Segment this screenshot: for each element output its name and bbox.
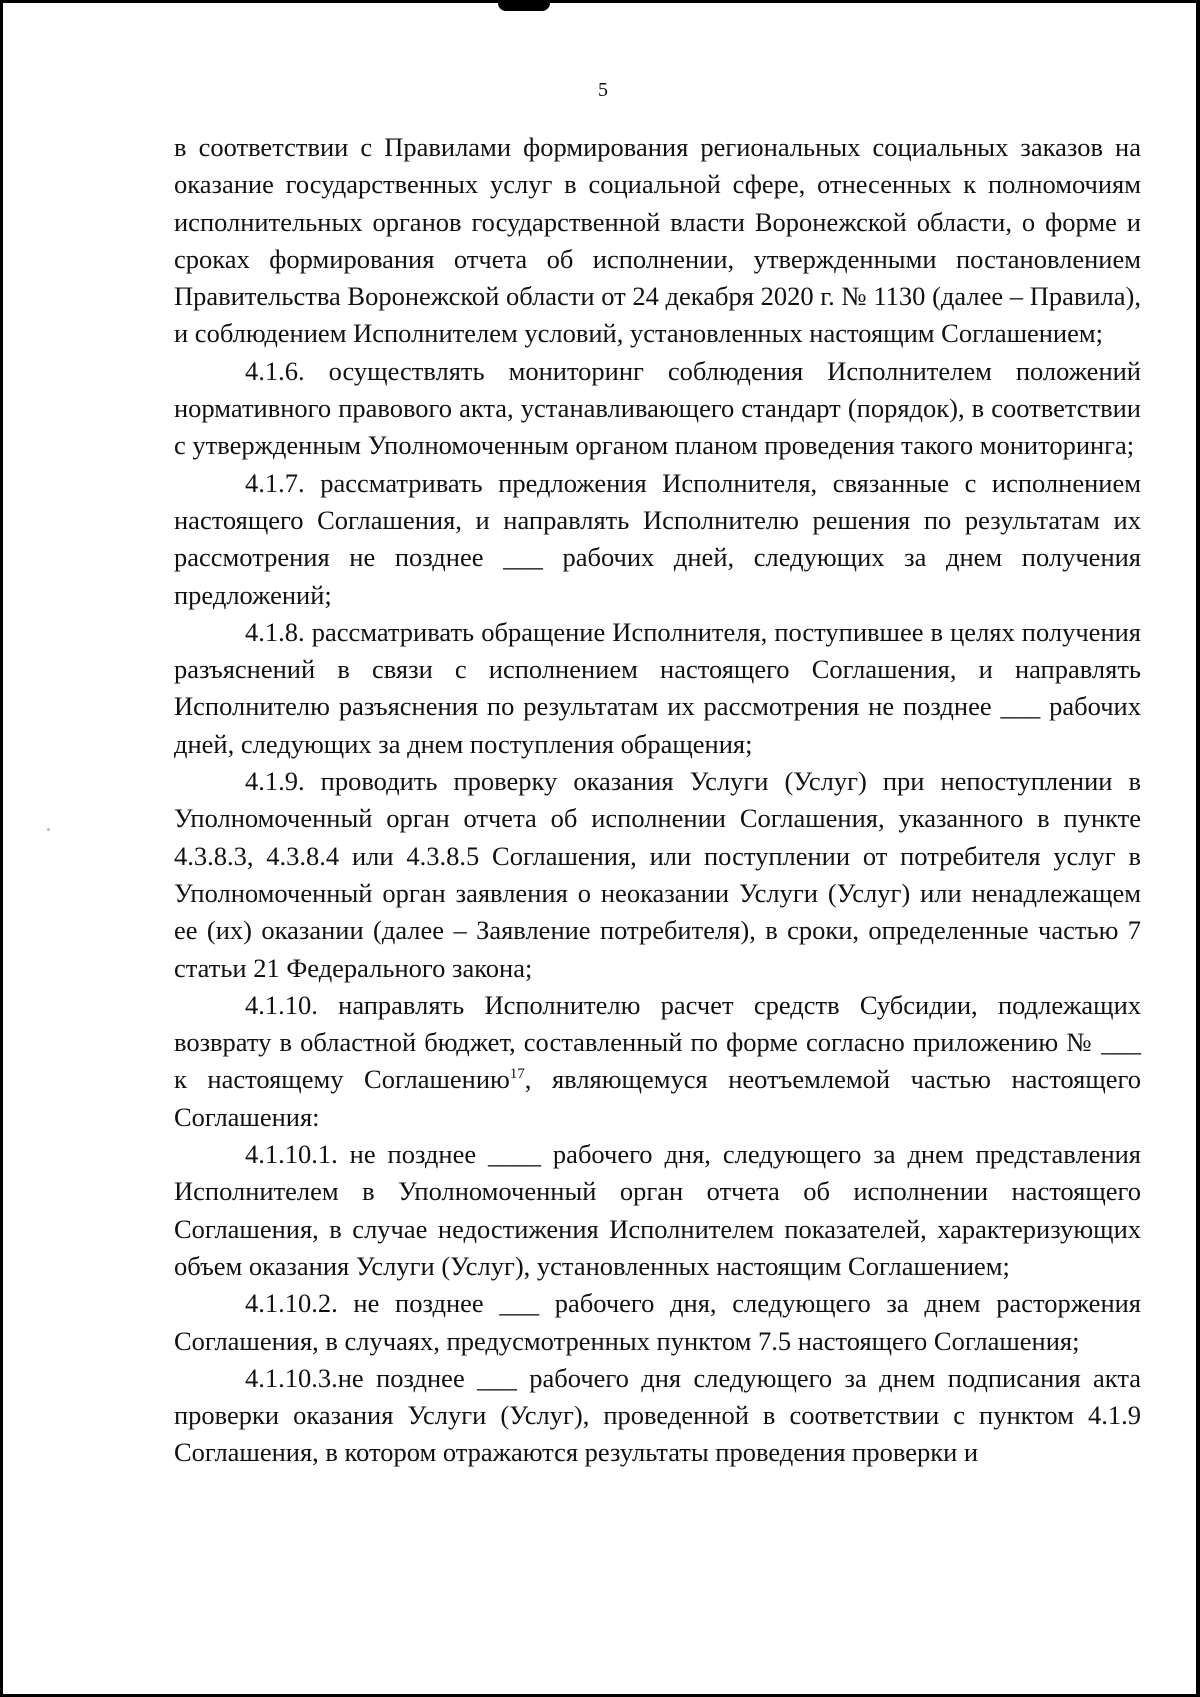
scan-speck — [47, 828, 50, 831]
paragraph-4-1-10-text: 4.1.10. направлять Исполнителю расчет средств Субсидии, подлежащих возврату в областной бюджет, составленный по форме согласно приложению № ___ к настоящему Соглашению — [174, 989, 1141, 1095]
paragraph-4-1-10 — [174, 987, 1141, 1136]
paragraph-4-1-10-text-tail: , являющемуся неотъемлемой частью настоящего Соглашения: — [174, 1064, 1141, 1132]
paragraph-4-1-6: 4.1.6. осуществлять мониторинг соблюдения Исполнителем положений нормативного правового акта, устанавливающего стандарт (порядок), в соответствии с утвержденным Уполномоченным органом планом проведения такого мониторинга; — [174, 355, 1141, 461]
paragraph-4-1-8: 4.1.8. рассматривать обращение Исполнителя, поступившее в целях получения разъяснений в связи с исполнением настоящего Соглашения, и направлять Исполнителю разъяснения по результатам их рассмотрения не позднее ___ рабочих дней, следующих за днем поступления обращения; — [174, 616, 1141, 759]
footnote-reference: 17 — [509, 1066, 525, 1083]
paragraph-continuation: в соответствии с Правилами формирования региональных социальных заказов на оказание государственных услуг в социальной сфере, отнесенных к полномочиям исполнительных органов государственной власти Воронежской области, о форме и сроках формирования отчета об исполнении, утвержденными постановлением Правительства Воронежской области от 24 декабря 2020 г. № 1130 (далее – Правила), и соблюдением Исполнителем условий, установленных настоящим Соглашением; — [174, 132, 1141, 349]
scan-edge-mark — [498, 3, 550, 11]
document-body — [174, 129, 1141, 1472]
page-number: 5 — [598, 79, 608, 101]
paragraph-4-1-10-3: 4.1.10.3.не позднее ___ рабочего дня следующего за днем подписания акта проверки оказания Услуги (Услуг), проведенной в соответствии с пунктом 4.1.9 Соглашения, в котором отражаются результаты проведения проверки и — [174, 1362, 1141, 1468]
paragraph-4-1-10-2: 4.1.10.2. не позднее ___ рабочего дня, следующего за днем расторжения Соглашения, в случаях, предусмотренных пунктом 7.5 настоящего Соглашения; — [174, 1288, 1141, 1356]
paragraph-4-1-7: 4.1.7. рассматривать предложения Исполнителя, связанные с исполнением настоящего Соглашения, и направлять Исполнителю решения по результатам их рассмотрения не позднее ___ рабочих дней, следующих за днем получения предложений; — [174, 467, 1141, 610]
paragraph-4-1-9: 4.1.9. проводить проверку оказания Услуги (Услуг) при непоступлении в Уполномоченный орган отчета об исполнении Соглашения, указанного в пункте 4.3.8.3, 4.3.8.4 или 4.3.8.5 Соглашения, или поступлении от потребителя услуг в Уполномоченный орган заявления о неоказании Услуги (Услуг) или ненадлежащем ее (их) оказании (далее – Заявление потребителя), в сроки, определенные частью 7 статьи 21 Федерального закона; — [174, 766, 1141, 983]
paragraph-4-1-10-1: 4.1.10.1. не позднее ____ рабочего дня, следующего за днем представления Исполнителем в Уполномоченный орган отчета об исполнении настоящего Соглашения, в случае недостижения Исполнителем показателей, характеризующих объем оказания Услуги (Услуг), установленных настоящим Соглашением; — [174, 1139, 1141, 1281]
